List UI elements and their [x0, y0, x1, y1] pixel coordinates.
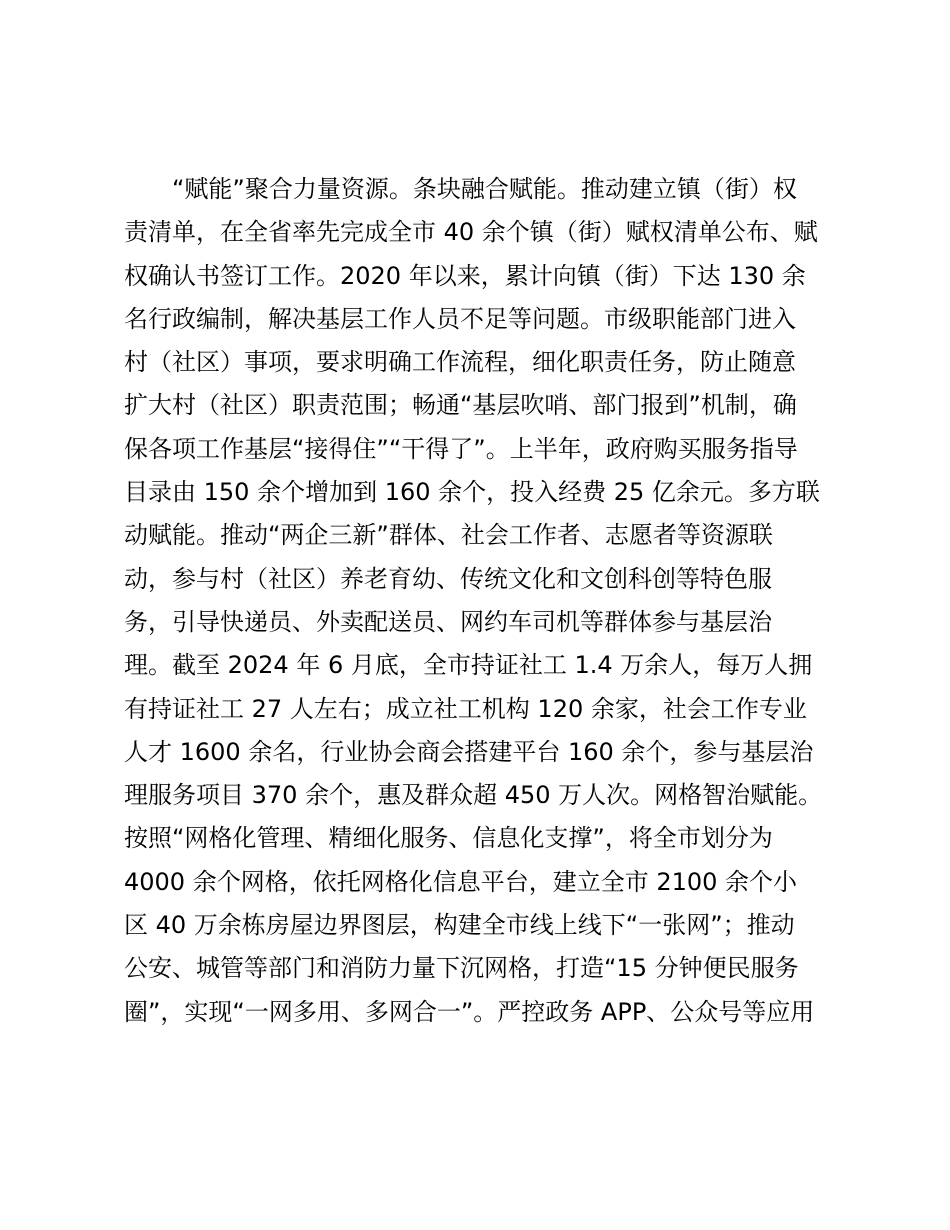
- text-line: 4000 余个网格，依托网格化信息平台，建立全市 2100 余个小: [124, 867, 798, 896]
- text-line: 扩大村（社区）职责范围；畅通“基层吹哨、部门报到”机制，确: [124, 391, 797, 420]
- text-line: 有持证社工 27 人左右；成立社工机构 120 余家，社会工作专业: [124, 694, 807, 723]
- text-line: 理。截至 2024 年 6 月底，全市持证社工 1.4 万余人，每万人拥: [124, 651, 813, 680]
- text-line: 村（社区）事项，要求明确工作流程，细化职责任务，防止随意: [124, 348, 796, 377]
- text-line: 目录由 150 余个增加到 160 余个，投入经费 25 亿余元。多方联: [124, 478, 820, 507]
- text-line: 名行政编制，解决基层工作人员不足等问题。市级职能部门进入: [124, 304, 796, 333]
- text-line: 动赋能。推动“两企三新”群体、社会工作者、志愿者等资源联: [124, 521, 773, 550]
- text-line: 人才 1600 余名，行业协会商会搭建平台 160 余个，参与基层治: [124, 737, 814, 766]
- text-line: 权确认书签订工作。2020 年以来，累计向镇（街）下达 130 余: [124, 261, 806, 290]
- text-line: 责清单，在全省率先完成全市 40 余个镇（街）赋权清单公布、赋: [124, 218, 818, 247]
- text-line: 圈”，实现“一网多用、多网合一”。严控政务 APP、公众号等应用: [124, 997, 815, 1026]
- text-line: “赋能”聚合力量资源。条块融合赋能。推动建立镇（街）权: [124, 175, 797, 203]
- text-line: 保各项工作基层“接得住”“干得了”。上半年，政府购买服务指导: [124, 434, 798, 463]
- text-line: 理服务项目 370 余个，惠及群众超 450 万人次。网格智治赋能。: [124, 781, 823, 810]
- body-paragraph: [124, 168, 844, 1034]
- text-line: 动，参与村（社区）养老育幼、传统文化和文创科创等特色服: [124, 564, 772, 593]
- text-line: 务，引导快递员、外卖配送员、网约车司机等群体参与基层治: [124, 607, 772, 636]
- text-line: 区 40 万余栋房屋边界图层，构建全市线上线下“一张网”；推动: [124, 911, 795, 940]
- text-line: 按照“网格化管理、精细化服务、信息化支撑”，将全市划分为: [124, 824, 773, 853]
- text-line: 公安、城管等部门和消防力量下沉网格，打造“15 分钟便民服务: [124, 954, 799, 983]
